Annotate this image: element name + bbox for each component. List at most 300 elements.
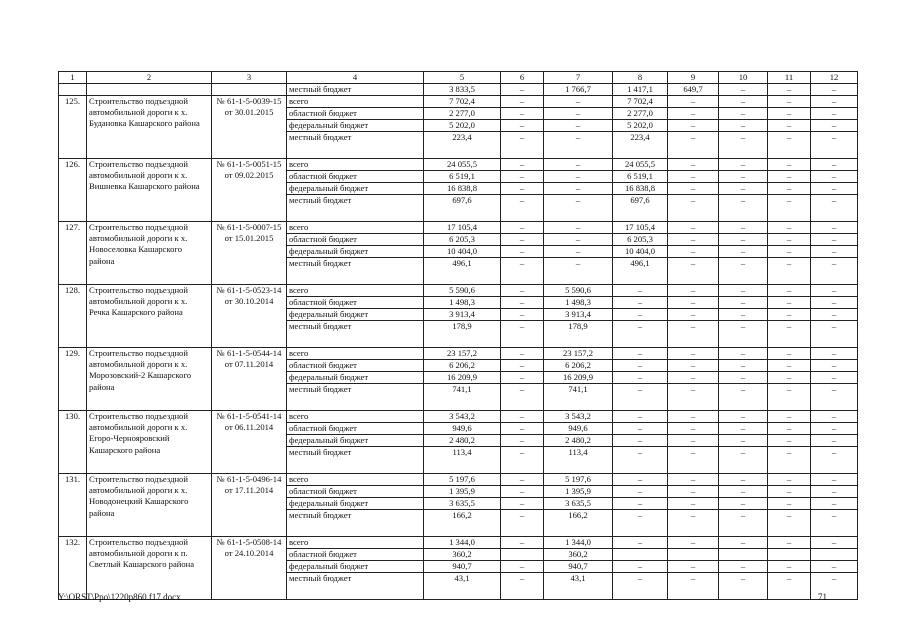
value-cell: –	[811, 435, 858, 447]
value-cell: –	[613, 321, 668, 348]
value-cell: 741,1	[424, 384, 501, 411]
budget-source: местный бюджет	[287, 510, 424, 537]
value-cell: –	[501, 486, 544, 498]
budget-source: федеральный бюджет	[287, 309, 424, 321]
value-cell: –	[668, 108, 719, 120]
value-cell: –	[719, 159, 768, 171]
value-cell: –	[668, 435, 719, 447]
empty-cell	[87, 84, 212, 96]
value-cell: –	[544, 171, 613, 183]
value-cell: –	[501, 321, 544, 348]
value-cell: 5 590,6	[424, 285, 501, 297]
document-path: Y:\ORST\Ppo\1220p860.f17.docx	[58, 592, 181, 602]
value-cell: –	[719, 423, 768, 435]
table-row	[59, 537, 858, 549]
value-cell: 697,6	[424, 195, 501, 222]
value-cell: –	[768, 183, 811, 195]
value-cell: –	[719, 447, 768, 474]
value-cell: –	[768, 84, 811, 96]
value-cell: –	[544, 234, 613, 246]
value-cell: –	[501, 384, 544, 411]
value-cell: 1 498,3	[544, 297, 613, 309]
value-cell: –	[501, 159, 544, 171]
value-cell: –	[668, 171, 719, 183]
value-cell: –	[668, 234, 719, 246]
value-cell: –	[768, 561, 811, 573]
permit-document: № 61-1-5-0039-15 от 30.01.2015	[212, 96, 287, 159]
value-cell: –	[668, 411, 719, 423]
value-cell: –	[719, 474, 768, 486]
value-cell: 3 913,4	[424, 309, 501, 321]
permit-document: № 61-1-5-0541-14 от 06.11.2014	[212, 411, 287, 474]
value-cell: –	[544, 120, 613, 132]
column-number-1: 1	[59, 72, 87, 84]
value-cell: –	[501, 195, 544, 222]
value-cell: –	[668, 384, 719, 411]
value-cell: –	[811, 96, 858, 108]
value-cell: 6 519,1	[424, 171, 501, 183]
value-cell: –	[768, 321, 811, 348]
value-cell: –	[811, 234, 858, 246]
entry-number: 132.	[59, 537, 87, 600]
value-cell: 16 209,9	[544, 372, 613, 384]
value-cell: –	[613, 474, 668, 486]
permit-document: № 61-1-5-0496-14 от 17.11.2014	[212, 474, 287, 537]
value-cell: –	[768, 234, 811, 246]
budget-source: федеральный бюджет	[287, 120, 424, 132]
value-cell: –	[811, 297, 858, 309]
value-cell: –	[719, 108, 768, 120]
value-cell: –	[719, 258, 768, 285]
value-cell: 113,4	[544, 447, 613, 474]
value-cell: 1 417,1	[613, 84, 668, 96]
budget-source: федеральный бюджет	[287, 246, 424, 258]
budget-source: областной бюджет	[287, 171, 424, 183]
value-cell: 16 209,9	[424, 372, 501, 384]
value-cell: –	[719, 348, 768, 360]
value-cell: –	[613, 486, 668, 498]
value-cell: –	[613, 309, 668, 321]
value-cell: –	[613, 384, 668, 411]
value-cell: –	[811, 561, 858, 573]
value-cell: 949,6	[544, 423, 613, 435]
value-cell: –	[811, 246, 858, 258]
value-cell: –	[811, 372, 858, 384]
value-cell: –	[668, 537, 719, 549]
value-cell: –	[501, 246, 544, 258]
value-cell: 2 480,2	[424, 435, 501, 447]
budget-source: областной бюджет	[287, 360, 424, 372]
value-cell: –	[501, 309, 544, 321]
value-cell: –	[668, 510, 719, 537]
value-cell: –	[768, 474, 811, 486]
value-cell: –	[668, 96, 719, 108]
value-cell: –	[668, 297, 719, 309]
value-cell: –	[719, 498, 768, 510]
budget-source: всего	[287, 159, 424, 171]
budget-source: местный бюджет	[287, 132, 424, 159]
value-cell: –	[668, 120, 719, 132]
entry-number: 130.	[59, 411, 87, 474]
column-number-3: 3	[212, 72, 287, 84]
value-cell	[501, 549, 544, 561]
budget-source: всего	[287, 96, 424, 108]
budget-source: федеральный бюджет	[287, 561, 424, 573]
object-name: Строительство подъездной автомобильной дороги к п. Светлый Кашарского района	[87, 537, 212, 600]
value-cell: –	[719, 309, 768, 321]
value-cell: 23 157,2	[544, 348, 613, 360]
value-cell: –	[501, 297, 544, 309]
value-cell: –	[811, 132, 858, 159]
budget-source: всего	[287, 537, 424, 549]
value-cell: –	[501, 96, 544, 108]
value-cell: –	[719, 321, 768, 348]
value-cell: –	[768, 195, 811, 222]
value-cell: 5 202,0	[424, 120, 501, 132]
value-cell: –	[501, 183, 544, 195]
value-cell: 3 833,5	[424, 84, 501, 96]
value-cell: –	[719, 246, 768, 258]
value-cell: –	[668, 474, 719, 486]
value-cell: 697,6	[613, 195, 668, 222]
value-cell: –	[719, 561, 768, 573]
value-cell: –	[501, 84, 544, 96]
value-cell: 23 157,2	[424, 348, 501, 360]
value-cell: –	[811, 423, 858, 435]
object-name: Строительство подъездной автомобильной дороги к х. Новоселовка Кашарского района	[87, 222, 212, 285]
value-cell: –	[501, 537, 544, 549]
value-cell: 360,2	[424, 549, 501, 561]
value-cell: –	[768, 108, 811, 120]
object-name: Строительство подъездной автомобильной дороги к х. Вишневка Кашарского района	[87, 159, 212, 222]
value-cell: 3 635,5	[544, 498, 613, 510]
value-cell: –	[719, 132, 768, 159]
value-cell: –	[768, 246, 811, 258]
value-cell: 1 344,0	[544, 537, 613, 549]
value-cell: –	[501, 285, 544, 297]
value-cell: –	[768, 384, 811, 411]
value-cell: –	[719, 435, 768, 447]
value-cell: –	[501, 120, 544, 132]
value-cell: 496,1	[424, 258, 501, 285]
value-cell: –	[719, 297, 768, 309]
entry-number: 125.	[59, 96, 87, 159]
value-cell: 166,2	[544, 510, 613, 537]
value-cell: –	[719, 183, 768, 195]
value-cell: –	[668, 372, 719, 384]
table-row	[59, 474, 858, 486]
budget-source: местный бюджет	[287, 321, 424, 348]
value-cell: 3 635,5	[424, 498, 501, 510]
value-cell: 6 206,2	[544, 360, 613, 372]
budget-source: всего	[287, 474, 424, 486]
value-cell: 2 277,0	[424, 108, 501, 120]
value-cell: –	[613, 561, 668, 573]
value-cell: –	[768, 411, 811, 423]
value-cell: 178,9	[544, 321, 613, 348]
value-cell: –	[668, 246, 719, 258]
value-cell: –	[811, 171, 858, 183]
value-cell: –	[768, 96, 811, 108]
value-cell: 178,9	[424, 321, 501, 348]
value-cell: 17 105,4	[424, 222, 501, 234]
value-cell: –	[719, 486, 768, 498]
object-name: Строительство подъездной автомобильной дороги к х. Речка Кашарского района	[87, 285, 212, 348]
budget-source: федеральный бюджет	[287, 183, 424, 195]
budget-source: местный бюджет	[287, 447, 424, 474]
value-cell: –	[811, 384, 858, 411]
value-cell: –	[811, 348, 858, 360]
table-row	[59, 348, 858, 360]
table-row	[59, 411, 858, 423]
permit-document: № 61-1-5-0007-15 от 15.01.2015	[212, 222, 287, 285]
budget-source: областной бюджет	[287, 423, 424, 435]
value-cell: –	[501, 360, 544, 372]
value-cell: 1 766,7	[544, 84, 613, 96]
value-cell: –	[668, 222, 719, 234]
table-row	[59, 159, 858, 171]
value-cell: –	[811, 360, 858, 372]
column-number-8: 8	[613, 72, 668, 84]
value-cell: –	[613, 447, 668, 474]
value-cell: –	[668, 447, 719, 474]
value-cell: 496,1	[613, 258, 668, 285]
value-cell: –	[768, 435, 811, 447]
value-cell: –	[501, 411, 544, 423]
value-cell: –	[719, 195, 768, 222]
value-cell: –	[811, 285, 858, 297]
value-cell: –	[719, 411, 768, 423]
column-number-5: 5	[424, 72, 501, 84]
column-number-10: 10	[719, 72, 768, 84]
value-cell: –	[501, 561, 544, 573]
value-cell: –	[668, 258, 719, 285]
value-cell: –	[811, 183, 858, 195]
empty-cell	[59, 84, 87, 96]
value-cell: 2 480,2	[544, 435, 613, 447]
budget-source: всего	[287, 285, 424, 297]
value-cell	[668, 549, 719, 561]
value-cell: –	[668, 285, 719, 297]
value-cell: –	[544, 108, 613, 120]
value-cell: –	[811, 474, 858, 486]
value-cell: 3 543,2	[544, 411, 613, 423]
value-cell	[613, 549, 668, 561]
value-cell: –	[613, 285, 668, 297]
value-cell: –	[811, 537, 858, 549]
value-cell	[811, 549, 858, 561]
value-cell: 1 395,9	[544, 486, 613, 498]
column-number-9: 9	[668, 72, 719, 84]
value-cell: –	[719, 537, 768, 549]
value-cell: –	[719, 510, 768, 537]
value-cell: –	[811, 309, 858, 321]
table-body	[59, 72, 858, 600]
value-cell: –	[613, 348, 668, 360]
value-cell: 17 105,4	[613, 222, 668, 234]
value-cell: –	[768, 297, 811, 309]
budget-source: областной бюджет	[287, 234, 424, 246]
value-cell: –	[501, 372, 544, 384]
value-cell: –	[613, 498, 668, 510]
value-cell: –	[501, 222, 544, 234]
value-cell: –	[811, 573, 858, 600]
value-cell: 5 197,6	[544, 474, 613, 486]
value-cell: 2 277,0	[613, 108, 668, 120]
budget-source: местный бюджет	[287, 258, 424, 285]
value-cell: –	[544, 96, 613, 108]
value-cell: 360,2	[544, 549, 613, 561]
value-cell: 6 206,2	[424, 360, 501, 372]
value-cell: –	[613, 423, 668, 435]
value-cell: –	[501, 435, 544, 447]
value-cell: –	[668, 486, 719, 498]
budget-source: областной бюджет	[287, 486, 424, 498]
value-cell: –	[668, 573, 719, 600]
value-cell: –	[668, 498, 719, 510]
value-cell: –	[613, 297, 668, 309]
value-cell: –	[811, 120, 858, 132]
value-cell: –	[768, 573, 811, 600]
permit-document: № 61-1-5-0051-15 от 09.02.2015	[212, 159, 287, 222]
value-cell: 43,1	[544, 573, 613, 600]
budget-source: всего	[287, 348, 424, 360]
value-cell: 6 519,1	[613, 171, 668, 183]
value-cell: –	[501, 348, 544, 360]
value-cell: 1 395,9	[424, 486, 501, 498]
value-cell: –	[668, 561, 719, 573]
budget-source: местный бюджет	[287, 384, 424, 411]
budget-table	[58, 71, 858, 600]
budget-source: областной бюджет	[287, 297, 424, 309]
value-cell: –	[501, 171, 544, 183]
value-cell: 5 197,6	[424, 474, 501, 486]
value-cell: –	[501, 474, 544, 486]
value-cell: –	[719, 573, 768, 600]
budget-source: областной бюджет	[287, 108, 424, 120]
value-cell: –	[544, 258, 613, 285]
value-cell: –	[811, 498, 858, 510]
value-cell: –	[811, 108, 858, 120]
value-cell: 16 838,8	[613, 183, 668, 195]
column-number-4: 4	[287, 72, 424, 84]
value-cell: –	[544, 195, 613, 222]
value-cell: –	[501, 423, 544, 435]
value-cell: –	[719, 84, 768, 96]
value-cell: –	[811, 411, 858, 423]
value-cell: –	[811, 222, 858, 234]
value-cell: –	[544, 132, 613, 159]
budget-source: федеральный бюджет	[287, 498, 424, 510]
value-cell: 7 702,4	[613, 96, 668, 108]
value-cell: 6 205,3	[424, 234, 501, 246]
value-cell: –	[544, 159, 613, 171]
value-cell: –	[811, 159, 858, 171]
value-cell: –	[768, 447, 811, 474]
value-cell: –	[501, 498, 544, 510]
empty-cell	[212, 84, 287, 96]
value-cell: –	[719, 285, 768, 297]
budget-source: всего	[287, 411, 424, 423]
value-cell: –	[501, 108, 544, 120]
value-cell: –	[768, 159, 811, 171]
value-cell: 940,7	[544, 561, 613, 573]
entry-number: 129.	[59, 348, 87, 411]
column-number-2: 2	[87, 72, 212, 84]
budget-source: всего	[287, 222, 424, 234]
value-cell: –	[501, 510, 544, 537]
value-cell: –	[544, 246, 613, 258]
budget-source: местный бюджет	[287, 573, 424, 600]
page-number: 71	[818, 592, 827, 602]
continuation-row	[59, 84, 858, 96]
value-cell: –	[613, 573, 668, 600]
value-cell: –	[613, 510, 668, 537]
value-cell: –	[668, 360, 719, 372]
table-row	[59, 222, 858, 234]
value-cell: 10 404,0	[613, 246, 668, 258]
value-cell: –	[768, 120, 811, 132]
value-cell: –	[501, 573, 544, 600]
permit-document: № 61-1-5-0523-14 от 30.10.2014	[212, 285, 287, 348]
value-cell: –	[501, 258, 544, 285]
object-name: Строительство подъездной автомобильной дороги к х. Егоро-Чернояровский Кашарского района	[87, 411, 212, 474]
value-cell: 24 055,5	[424, 159, 501, 171]
value-cell: –	[768, 258, 811, 285]
value-cell: –	[768, 132, 811, 159]
entry-number: 127.	[59, 222, 87, 285]
value-cell: –	[668, 132, 719, 159]
value-cell: –	[668, 183, 719, 195]
value-cell: –	[768, 486, 811, 498]
value-cell: –	[768, 510, 811, 537]
budget-source: федеральный бюджет	[287, 372, 424, 384]
value-cell: 3 543,2	[424, 411, 501, 423]
column-number-11: 11	[768, 72, 811, 84]
value-cell: –	[501, 447, 544, 474]
table-row	[59, 285, 858, 297]
value-cell: 6 205,3	[613, 234, 668, 246]
value-cell: 166,2	[424, 510, 501, 537]
value-cell: –	[811, 258, 858, 285]
value-cell: 949,6	[424, 423, 501, 435]
value-cell: –	[719, 96, 768, 108]
entry-number: 131.	[59, 474, 87, 537]
object-name: Строительство подъездной автомобильной дороги к х. Морозовский-2 Кашарского района	[87, 348, 212, 411]
value-cell: 649,7	[668, 84, 719, 96]
value-cell: –	[613, 411, 668, 423]
value-cell: –	[668, 321, 719, 348]
value-cell: –	[719, 234, 768, 246]
value-cell: 5 202,0	[613, 120, 668, 132]
value-cell: 16 838,8	[424, 183, 501, 195]
value-cell: 1 344,0	[424, 537, 501, 549]
value-cell: –	[768, 372, 811, 384]
value-cell: 223,4	[424, 132, 501, 159]
value-cell: –	[768, 285, 811, 297]
value-cell: 43,1	[424, 573, 501, 600]
value-cell: 3 913,4	[544, 309, 613, 321]
value-cell: –	[811, 321, 858, 348]
value-cell: 10 404,0	[424, 246, 501, 258]
value-cell: –	[668, 309, 719, 321]
value-cell	[768, 549, 811, 561]
value-cell: –	[768, 171, 811, 183]
value-cell: –	[544, 222, 613, 234]
value-cell: –	[719, 384, 768, 411]
column-number-12: 12	[811, 72, 858, 84]
value-cell	[719, 549, 768, 561]
